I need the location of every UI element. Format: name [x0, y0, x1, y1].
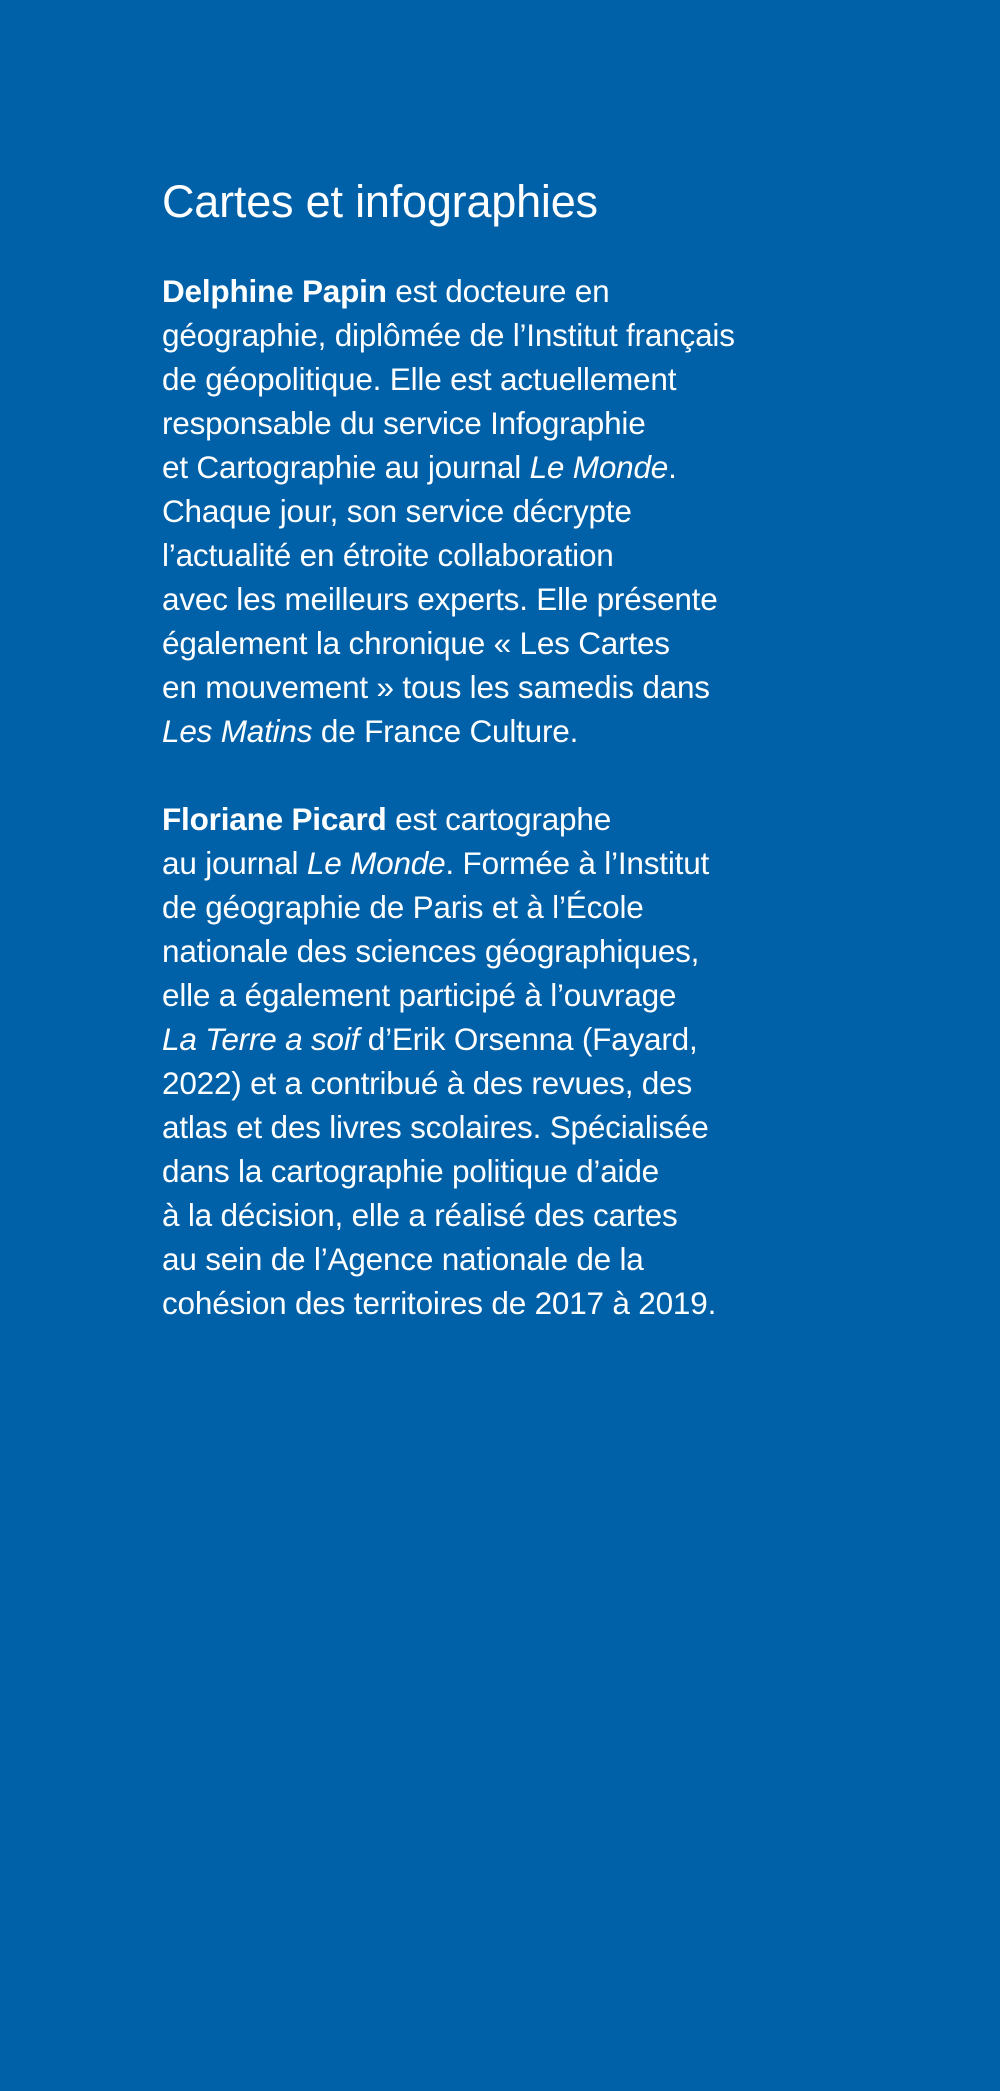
bio-text: . Formée à l’Institut	[445, 845, 710, 881]
bio-text: 2022) et a contribué à des revues, des	[162, 1065, 692, 1101]
bio-text: géographie, diplômée de l’Institut français	[162, 317, 735, 353]
bio-line	[162, 1149, 882, 1193]
bio-line	[162, 401, 882, 445]
bio-line	[162, 577, 882, 621]
bio-line	[162, 1017, 882, 1061]
bio-text: nationale des sciences géographiques,	[162, 933, 700, 969]
bio-line	[162, 1105, 882, 1149]
bio-text: au journal	[162, 845, 307, 881]
bio-line	[162, 1237, 882, 1281]
author-name: Delphine Papin	[162, 273, 387, 309]
bio-text: d’Erik Orsenna (Fayard,	[359, 1021, 698, 1057]
bio-text: atlas et des livres scolaires. Spécialisée	[162, 1109, 709, 1145]
bio-line	[162, 533, 882, 577]
bio-line	[162, 665, 882, 709]
bio-text: et Cartographie au journal	[162, 449, 530, 485]
italic-title: Le Monde	[306, 845, 446, 881]
bio-text: cohésion des territoires de 2017 à 2019.	[162, 1285, 717, 1321]
bio-text: .	[668, 449, 677, 485]
bio-text: de géopolitique. Elle est actuellement	[162, 361, 677, 397]
bio-line	[162, 489, 882, 533]
bio-line	[162, 1193, 882, 1237]
bio-text: au sein de l’Agence nationale de la	[162, 1241, 644, 1277]
bio-delphine-papin	[162, 269, 882, 753]
bio-line	[162, 797, 882, 841]
bio-text: avec les meilleurs experts. Elle présente	[162, 581, 718, 617]
section-heading: Cartes et infographies	[162, 176, 598, 227]
author-name: Floriane Picard	[162, 801, 387, 837]
bio-text: en mouvement » tous les samedis dans	[162, 669, 710, 705]
author-bios-section	[162, 175, 882, 1325]
italic-title: Le Monde	[529, 449, 669, 485]
bio-floriane-picard	[162, 797, 882, 1325]
bio-line	[162, 1061, 882, 1105]
bio-line	[162, 1281, 882, 1325]
bio-text: responsable du service Infographie	[162, 405, 646, 441]
bio-line	[162, 929, 882, 973]
bio-line	[162, 357, 882, 401]
bio-line	[162, 445, 882, 489]
bio-line	[162, 313, 882, 357]
italic-title: La Terre a soif	[162, 1021, 360, 1057]
bio-text: l’actualité en étroite collaboration	[162, 537, 614, 573]
bio-text: de France Culture.	[312, 713, 579, 749]
bio-text: est docteure en	[386, 273, 610, 309]
bio-text: de géographie de Paris et à l’École	[162, 889, 644, 925]
bio-line	[162, 841, 882, 885]
bio-line	[162, 709, 882, 753]
bio-line	[162, 885, 882, 929]
bio-line	[162, 973, 882, 1017]
bio-text: également la chronique « Les Cartes	[162, 625, 670, 661]
bio-text: dans la cartographie politique d’aide	[162, 1153, 659, 1189]
italic-title: Les Matins	[162, 713, 313, 749]
bio-text: à la décision, elle a réalisé des cartes	[162, 1197, 678, 1233]
bio-line	[162, 621, 882, 665]
bio-text: est cartographe	[386, 801, 612, 837]
bio-text: elle a également participé à l’ouvrage	[162, 977, 677, 1013]
bio-text: Chaque jour, son service décrypte	[162, 493, 632, 529]
bio-line	[162, 269, 882, 313]
